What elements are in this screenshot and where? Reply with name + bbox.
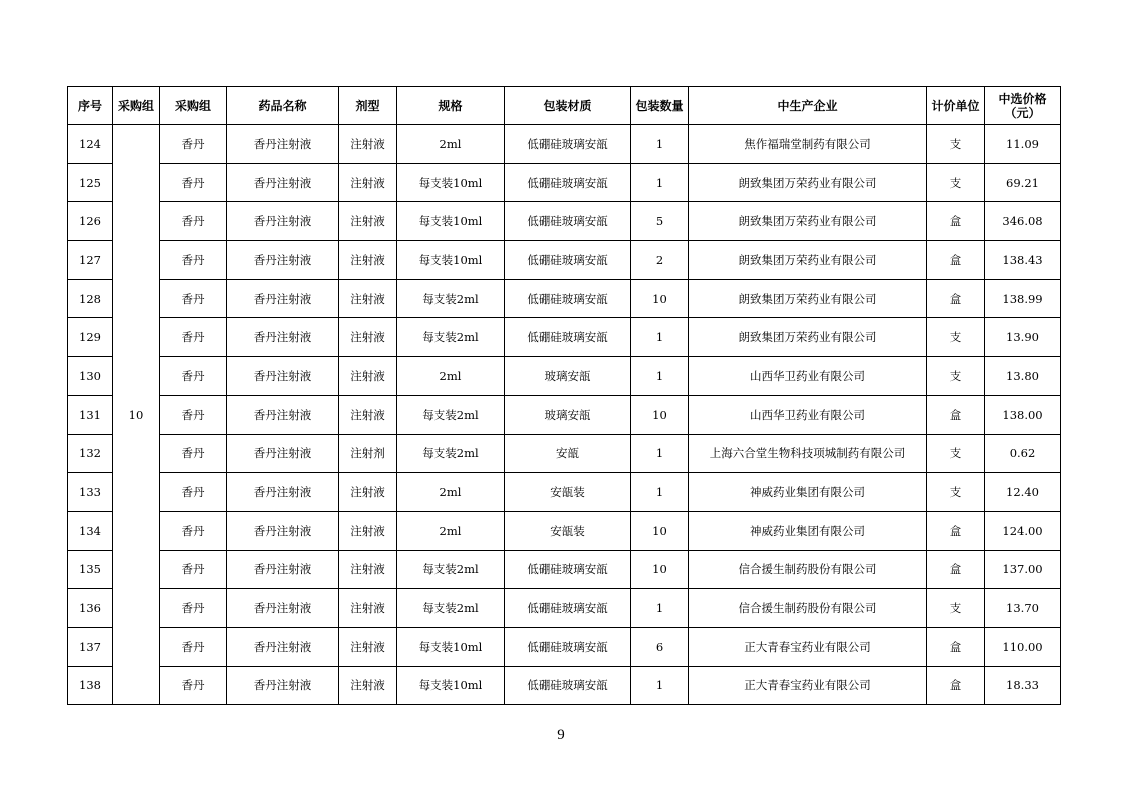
cell-specification: 每支装10ml (397, 241, 505, 280)
cell-specification: 每支装2ml (397, 279, 505, 318)
cell-packaging-material: 低硼硅玻璃安瓿 (505, 125, 631, 164)
cell-drug-name: 香丹注射液 (227, 589, 339, 628)
header-manufacturer: 中生产企业 (689, 87, 927, 125)
cell-pricing-unit: 盒 (927, 511, 985, 550)
cell-packaging-material: 低硼硅玻璃安瓿 (505, 279, 631, 318)
cell-procurement-group: 香丹 (160, 125, 227, 164)
cell-pricing-unit: 支 (927, 434, 985, 473)
table-body (68, 125, 1061, 705)
cell-selected-price: 124.00 (985, 511, 1061, 550)
cell-procurement-group: 香丹 (160, 434, 227, 473)
table-row (68, 550, 1061, 589)
cell-drug-name: 香丹注射液 (227, 163, 339, 202)
cell-procurement-group: 香丹 (160, 279, 227, 318)
table-row (68, 241, 1061, 280)
cell-specification: 每支装2ml (397, 318, 505, 357)
cell-dosage-form: 注射液 (339, 511, 397, 550)
header-packaging-material: 包装材质 (505, 87, 631, 125)
table-row (68, 473, 1061, 512)
procurement-table (67, 86, 1061, 705)
cell-selected-price: 11.09 (985, 125, 1061, 164)
cell-manufacturer: 上海六合堂生物科技项城制药有限公司 (689, 434, 927, 473)
cell-pricing-unit: 支 (927, 163, 985, 202)
cell-package-quantity: 1 (631, 357, 689, 396)
cell-selected-price: 69.21 (985, 163, 1061, 202)
cell-drug-name: 香丹注射液 (227, 202, 339, 241)
cell-selected-price: 18.33 (985, 666, 1061, 705)
cell-specification: 每支装2ml (397, 395, 505, 434)
cell-procurement-group: 香丹 (160, 666, 227, 705)
cell-serial-number: 135 (68, 550, 113, 589)
cell-selected-price: 110.00 (985, 627, 1061, 666)
cell-package-quantity: 1 (631, 434, 689, 473)
cell-drug-name: 香丹注射液 (227, 279, 339, 318)
cell-packaging-material: 低硼硅玻璃安瓿 (505, 550, 631, 589)
cell-selected-price: 0.62 (985, 434, 1061, 473)
header-dosage-form: 剂型 (339, 87, 397, 125)
cell-specification: 每支装10ml (397, 202, 505, 241)
cell-package-quantity: 1 (631, 125, 689, 164)
cell-package-quantity: 6 (631, 627, 689, 666)
table-row (68, 202, 1061, 241)
cell-selected-price: 13.90 (985, 318, 1061, 357)
cell-procurement-group: 香丹 (160, 357, 227, 396)
header-row (68, 87, 1061, 125)
cell-serial-number: 125 (68, 163, 113, 202)
cell-serial-number: 124 (68, 125, 113, 164)
cell-manufacturer: 正大青春宝药业有限公司 (689, 666, 927, 705)
cell-specification: 2ml (397, 125, 505, 164)
table-row (68, 511, 1061, 550)
cell-package-quantity: 1 (631, 589, 689, 628)
cell-drug-name: 香丹注射液 (227, 550, 339, 589)
cell-specification: 每支装10ml (397, 163, 505, 202)
cell-manufacturer: 山西华卫药业有限公司 (689, 395, 927, 434)
cell-procurement-group: 香丹 (160, 395, 227, 434)
cell-selected-price: 13.80 (985, 357, 1061, 396)
cell-procurement-group: 香丹 (160, 163, 227, 202)
cell-packaging-material: 低硼硅玻璃安瓿 (505, 202, 631, 241)
cell-selected-price: 137.00 (985, 550, 1061, 589)
cell-packaging-material: 玻璃安瓿 (505, 357, 631, 396)
cell-packaging-material: 安瓿装 (505, 511, 631, 550)
cell-drug-name: 香丹注射液 (227, 125, 339, 164)
cell-package-quantity: 1 (631, 473, 689, 512)
cell-dosage-form: 注射液 (339, 627, 397, 666)
cell-manufacturer: 朗致集团万荣药业有限公司 (689, 279, 927, 318)
table-row (68, 279, 1061, 318)
cell-specification: 每支装2ml (397, 550, 505, 589)
table-row (68, 318, 1061, 357)
cell-serial-number: 128 (68, 279, 113, 318)
cell-procurement-group: 香丹 (160, 318, 227, 357)
header-package-quantity: 包装数量 (631, 87, 689, 125)
cell-selected-price: 346.08 (985, 202, 1061, 241)
header-selected-price (985, 87, 1061, 125)
header-drug-name: 药品名称 (227, 87, 339, 125)
cell-drug-name: 香丹注射液 (227, 511, 339, 550)
cell-serial-number: 127 (68, 241, 113, 280)
cell-serial-number: 134 (68, 511, 113, 550)
cell-manufacturer: 朗致集团万荣药业有限公司 (689, 318, 927, 357)
cell-packaging-material: 低硼硅玻璃安瓿 (505, 627, 631, 666)
cell-selected-price: 12.40 (985, 473, 1061, 512)
cell-procurement-group: 香丹 (160, 627, 227, 666)
cell-manufacturer: 山西华卫药业有限公司 (689, 357, 927, 396)
cell-drug-name: 香丹注射液 (227, 434, 339, 473)
header-procurement-group: 采购组 (160, 87, 227, 125)
cell-dosage-form: 注射液 (339, 395, 397, 434)
cell-packaging-material: 安瓿装 (505, 473, 631, 512)
cell-dosage-form: 注射液 (339, 279, 397, 318)
cell-specification: 2ml (397, 473, 505, 512)
cell-packaging-material: 安瓿 (505, 434, 631, 473)
cell-dosage-form: 注射液 (339, 550, 397, 589)
cell-drug-name: 香丹注射液 (227, 318, 339, 357)
cell-selected-price: 138.43 (985, 241, 1061, 280)
cell-package-quantity: 10 (631, 511, 689, 550)
cell-manufacturer: 朗致集团万荣药业有限公司 (689, 163, 927, 202)
cell-specification: 每支装10ml (397, 627, 505, 666)
cell-package-quantity: 10 (631, 550, 689, 589)
cell-dosage-form: 注射剂 (339, 434, 397, 473)
cell-manufacturer: 朗致集团万荣药业有限公司 (689, 202, 927, 241)
table-row (68, 627, 1061, 666)
cell-packaging-material: 低硼硅玻璃安瓿 (505, 666, 631, 705)
cell-dosage-form: 注射液 (339, 318, 397, 357)
cell-pricing-unit: 支 (927, 357, 985, 396)
table-row (68, 589, 1061, 628)
cell-packaging-material: 低硼硅玻璃安瓿 (505, 163, 631, 202)
cell-serial-number: 126 (68, 202, 113, 241)
cell-pricing-unit: 盒 (927, 202, 985, 241)
cell-pricing-unit: 盒 (927, 550, 985, 589)
cell-specification: 每支装2ml (397, 589, 505, 628)
cell-serial-number: 132 (68, 434, 113, 473)
cell-drug-name: 香丹注射液 (227, 241, 339, 280)
cell-serial-number: 138 (68, 666, 113, 705)
header-selected-price-line2: （元） (1004, 105, 1041, 120)
cell-dosage-form: 注射液 (339, 241, 397, 280)
cell-manufacturer: 神威药业集团有限公司 (689, 511, 927, 550)
table-row (68, 163, 1061, 202)
cell-serial-number: 136 (68, 589, 113, 628)
cell-pricing-unit: 支 (927, 473, 985, 512)
cell-packaging-material: 低硼硅玻璃安瓿 (505, 589, 631, 628)
cell-procurement-group: 香丹 (160, 589, 227, 628)
cell-package-quantity: 1 (631, 318, 689, 357)
cell-drug-name: 香丹注射液 (227, 666, 339, 705)
cell-package-quantity: 5 (631, 202, 689, 241)
cell-procurement-group: 香丹 (160, 473, 227, 512)
cell-pricing-unit: 盒 (927, 395, 985, 434)
cell-procurement-group-number: 10 (113, 125, 160, 705)
cell-packaging-material: 低硼硅玻璃安瓿 (505, 241, 631, 280)
cell-dosage-form: 注射液 (339, 357, 397, 396)
table-row (68, 434, 1061, 473)
procurement-table-container (67, 86, 1060, 705)
cell-selected-price: 138.00 (985, 395, 1061, 434)
cell-manufacturer: 信合援生制药股份有限公司 (689, 550, 927, 589)
table-row (68, 395, 1061, 434)
cell-manufacturer: 神威药业集团有限公司 (689, 473, 927, 512)
header-specification: 规格 (397, 87, 505, 125)
table-row (68, 357, 1061, 396)
cell-pricing-unit: 支 (927, 589, 985, 628)
cell-dosage-form: 注射液 (339, 589, 397, 628)
cell-procurement-group: 香丹 (160, 550, 227, 589)
cell-specification: 2ml (397, 511, 505, 550)
cell-serial-number: 129 (68, 318, 113, 357)
cell-serial-number: 131 (68, 395, 113, 434)
cell-pricing-unit: 盒 (927, 279, 985, 318)
cell-manufacturer: 信合援生制药股份有限公司 (689, 589, 927, 628)
cell-drug-name: 香丹注射液 (227, 627, 339, 666)
cell-selected-price: 138.99 (985, 279, 1061, 318)
cell-dosage-form: 注射液 (339, 666, 397, 705)
cell-pricing-unit: 盒 (927, 241, 985, 280)
table-row (68, 666, 1061, 705)
cell-serial-number: 133 (68, 473, 113, 512)
cell-dosage-form: 注射液 (339, 202, 397, 241)
cell-specification: 每支装2ml (397, 434, 505, 473)
cell-drug-name: 香丹注射液 (227, 473, 339, 512)
cell-manufacturer: 焦作福瑞堂制药有限公司 (689, 125, 927, 164)
cell-pricing-unit: 盒 (927, 666, 985, 705)
cell-procurement-group: 香丹 (160, 202, 227, 241)
cell-pricing-unit: 盒 (927, 627, 985, 666)
cell-specification: 每支装10ml (397, 666, 505, 705)
cell-package-quantity: 1 (631, 666, 689, 705)
header-serial-number: 序号 (68, 87, 113, 125)
cell-manufacturer: 朗致集团万荣药业有限公司 (689, 241, 927, 280)
header-pricing-unit: 计价单位 (927, 87, 985, 125)
table-row (68, 125, 1061, 164)
cell-dosage-form: 注射液 (339, 125, 397, 164)
cell-pricing-unit: 支 (927, 125, 985, 164)
cell-selected-price: 13.70 (985, 589, 1061, 628)
header-selected-price-line1: 中选价格 (998, 91, 1047, 106)
cell-packaging-material: 低硼硅玻璃安瓿 (505, 318, 631, 357)
cell-serial-number: 137 (68, 627, 113, 666)
cell-specification: 2ml (397, 357, 505, 396)
page-number: 9 (557, 727, 565, 743)
cell-package-quantity: 1 (631, 163, 689, 202)
cell-package-quantity: 10 (631, 279, 689, 318)
cell-dosage-form: 注射液 (339, 163, 397, 202)
cell-package-quantity: 2 (631, 241, 689, 280)
cell-drug-name: 香丹注射液 (227, 357, 339, 396)
cell-package-quantity: 10 (631, 395, 689, 434)
cell-manufacturer: 正大青春宝药业有限公司 (689, 627, 927, 666)
cell-procurement-group: 香丹 (160, 241, 227, 280)
cell-drug-name: 香丹注射液 (227, 395, 339, 434)
cell-serial-number: 130 (68, 357, 113, 396)
cell-pricing-unit: 支 (927, 318, 985, 357)
header-procurement-group-number: 采购组 (113, 87, 160, 125)
cell-packaging-material: 玻璃安瓿 (505, 395, 631, 434)
cell-dosage-form: 注射液 (339, 473, 397, 512)
cell-procurement-group: 香丹 (160, 511, 227, 550)
